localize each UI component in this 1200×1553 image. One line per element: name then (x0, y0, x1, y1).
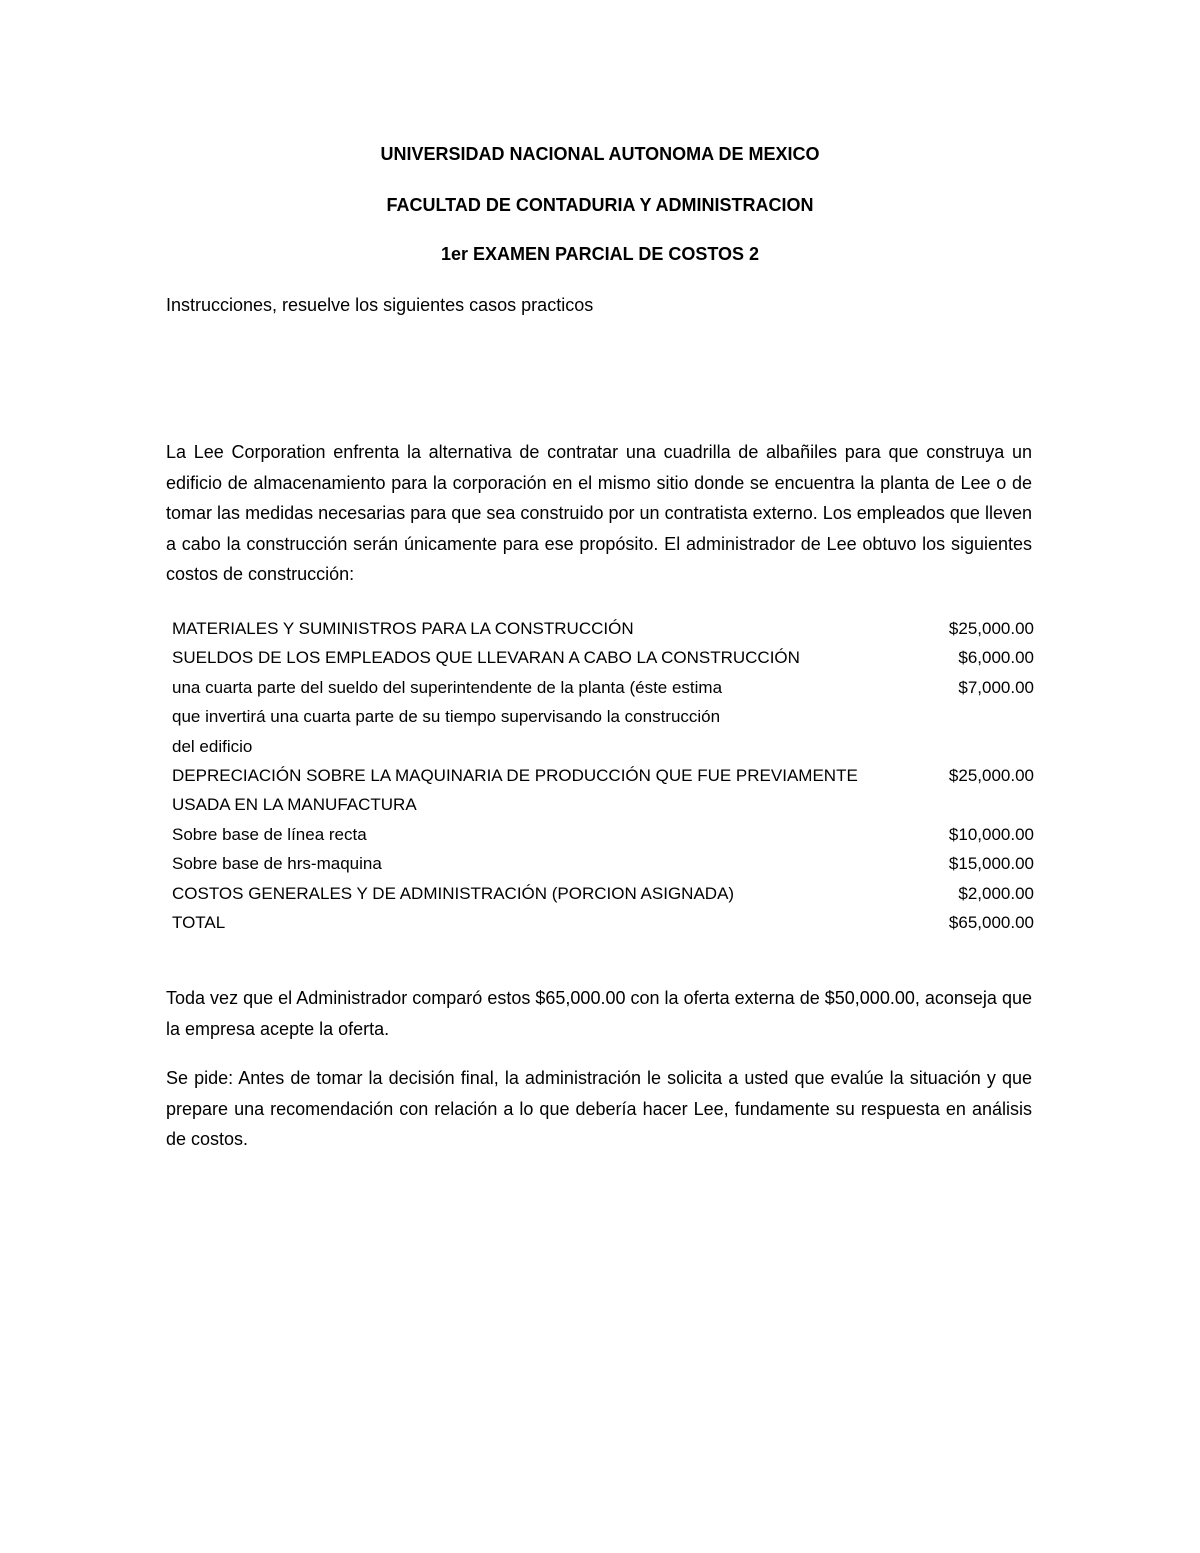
comparison-paragraph: Toda vez que el Administrador comparó estos $65,000.00 con la oferta externa de $50,000.00, aconseja que la empresa acepte la oferta. (166, 988, 1032, 1039)
cost-row (172, 879, 1034, 908)
cost-amount: $25,000.00 (948, 766, 1034, 786)
cost-description (172, 761, 892, 820)
cost-description (172, 643, 892, 672)
cost-row (172, 673, 1034, 761)
university-heading: UNIVERSIDAD NACIONAL AUTONOMA DE MEXICO (380, 144, 820, 164)
cost-description-line: COSTOS GENERALES Y DE ADMINISTRACIÓN (PORCION ASIGNADA) (172, 883, 735, 903)
cost-amount: $25,000.00 (948, 619, 1034, 638)
cost-description-line: USADA EN LA MANUFACTURA (172, 795, 417, 815)
intro-paragraph: La Lee Corporation enfrenta la alternativa de contratar una cuadrilla de albañiles para que construya un edificio de almacenamiento para la corporación en el mismo sitio donde se encuentra la planta de Lee o de tomar las medidas necesarias para que sea construido por un contratista externo. Los empleados que lleven a cabo la construcción serán únicamente para ese propósito. El administrador de Lee obtuvo los siguientes costos de construcción: (166, 442, 1032, 584)
cost-row (172, 820, 1034, 849)
cost-description-line: MATERIALES Y SUMINISTROS PARA LA CONSTRUCCIÓN (172, 619, 634, 638)
cost-amount: $65,000.00 (948, 913, 1034, 933)
cost-amount: $7,000.00 (958, 677, 1034, 697)
cost-row (172, 908, 1034, 937)
cost-table (172, 614, 1034, 937)
cost-row (172, 849, 1034, 878)
cost-description (172, 879, 892, 908)
cost-description (172, 849, 892, 878)
cost-description-line: TOTAL (172, 913, 226, 933)
cost-row (172, 643, 1034, 672)
cost-row (172, 614, 1034, 643)
cost-amount: $10,000.00 (948, 824, 1034, 844)
cost-description-line: que invertirá una cuarta parte de su tiempo supervisando la construcción (172, 707, 721, 727)
cost-amount: $15,000.00 (948, 854, 1034, 874)
cost-description-line: del edificio (172, 736, 253, 756)
cost-description (172, 614, 892, 643)
cost-description (172, 820, 892, 849)
cost-description (172, 673, 892, 761)
cost-description (172, 908, 892, 937)
cost-description-line: Sobre base de línea recta (172, 824, 367, 844)
cost-description-line: una cuarta parte del sueldo del superintendente de la planta (éste estima (172, 677, 723, 697)
cost-amount: $2,000.00 (958, 883, 1034, 903)
cost-description-line: DEPRECIACIÓN SOBRE LA MAQUINARIA DE PRODUCCIÓN QUE FUE PREVIAMENTE (172, 766, 858, 786)
cost-row (172, 761, 1034, 820)
request-paragraph: Se pide: Antes de tomar la decisión final, la administración le solicita a usted que evalúe la situación y que prepare una recomendación con relación a lo que debería hacer Lee, fundamente su respuesta en análisis de costos. (166, 1068, 1032, 1149)
cost-description-line: SUELDOS DE LOS EMPLEADOS QUE LLEVARAN A CABO LA CONSTRUCCIÓN (172, 648, 800, 668)
exam-title: 1er EXAMEN PARCIAL DE COSTOS 2 (440, 244, 760, 264)
faculty-heading: FACULTAD DE CONTADURIA Y ADMINISTRACION (386, 195, 814, 215)
cost-description-line: Sobre base de hrs-maquina (172, 854, 382, 874)
instructions-text: Instrucciones, resuelve los siguientes casos practicos (166, 295, 594, 315)
cost-amount: $6,000.00 (958, 648, 1034, 668)
